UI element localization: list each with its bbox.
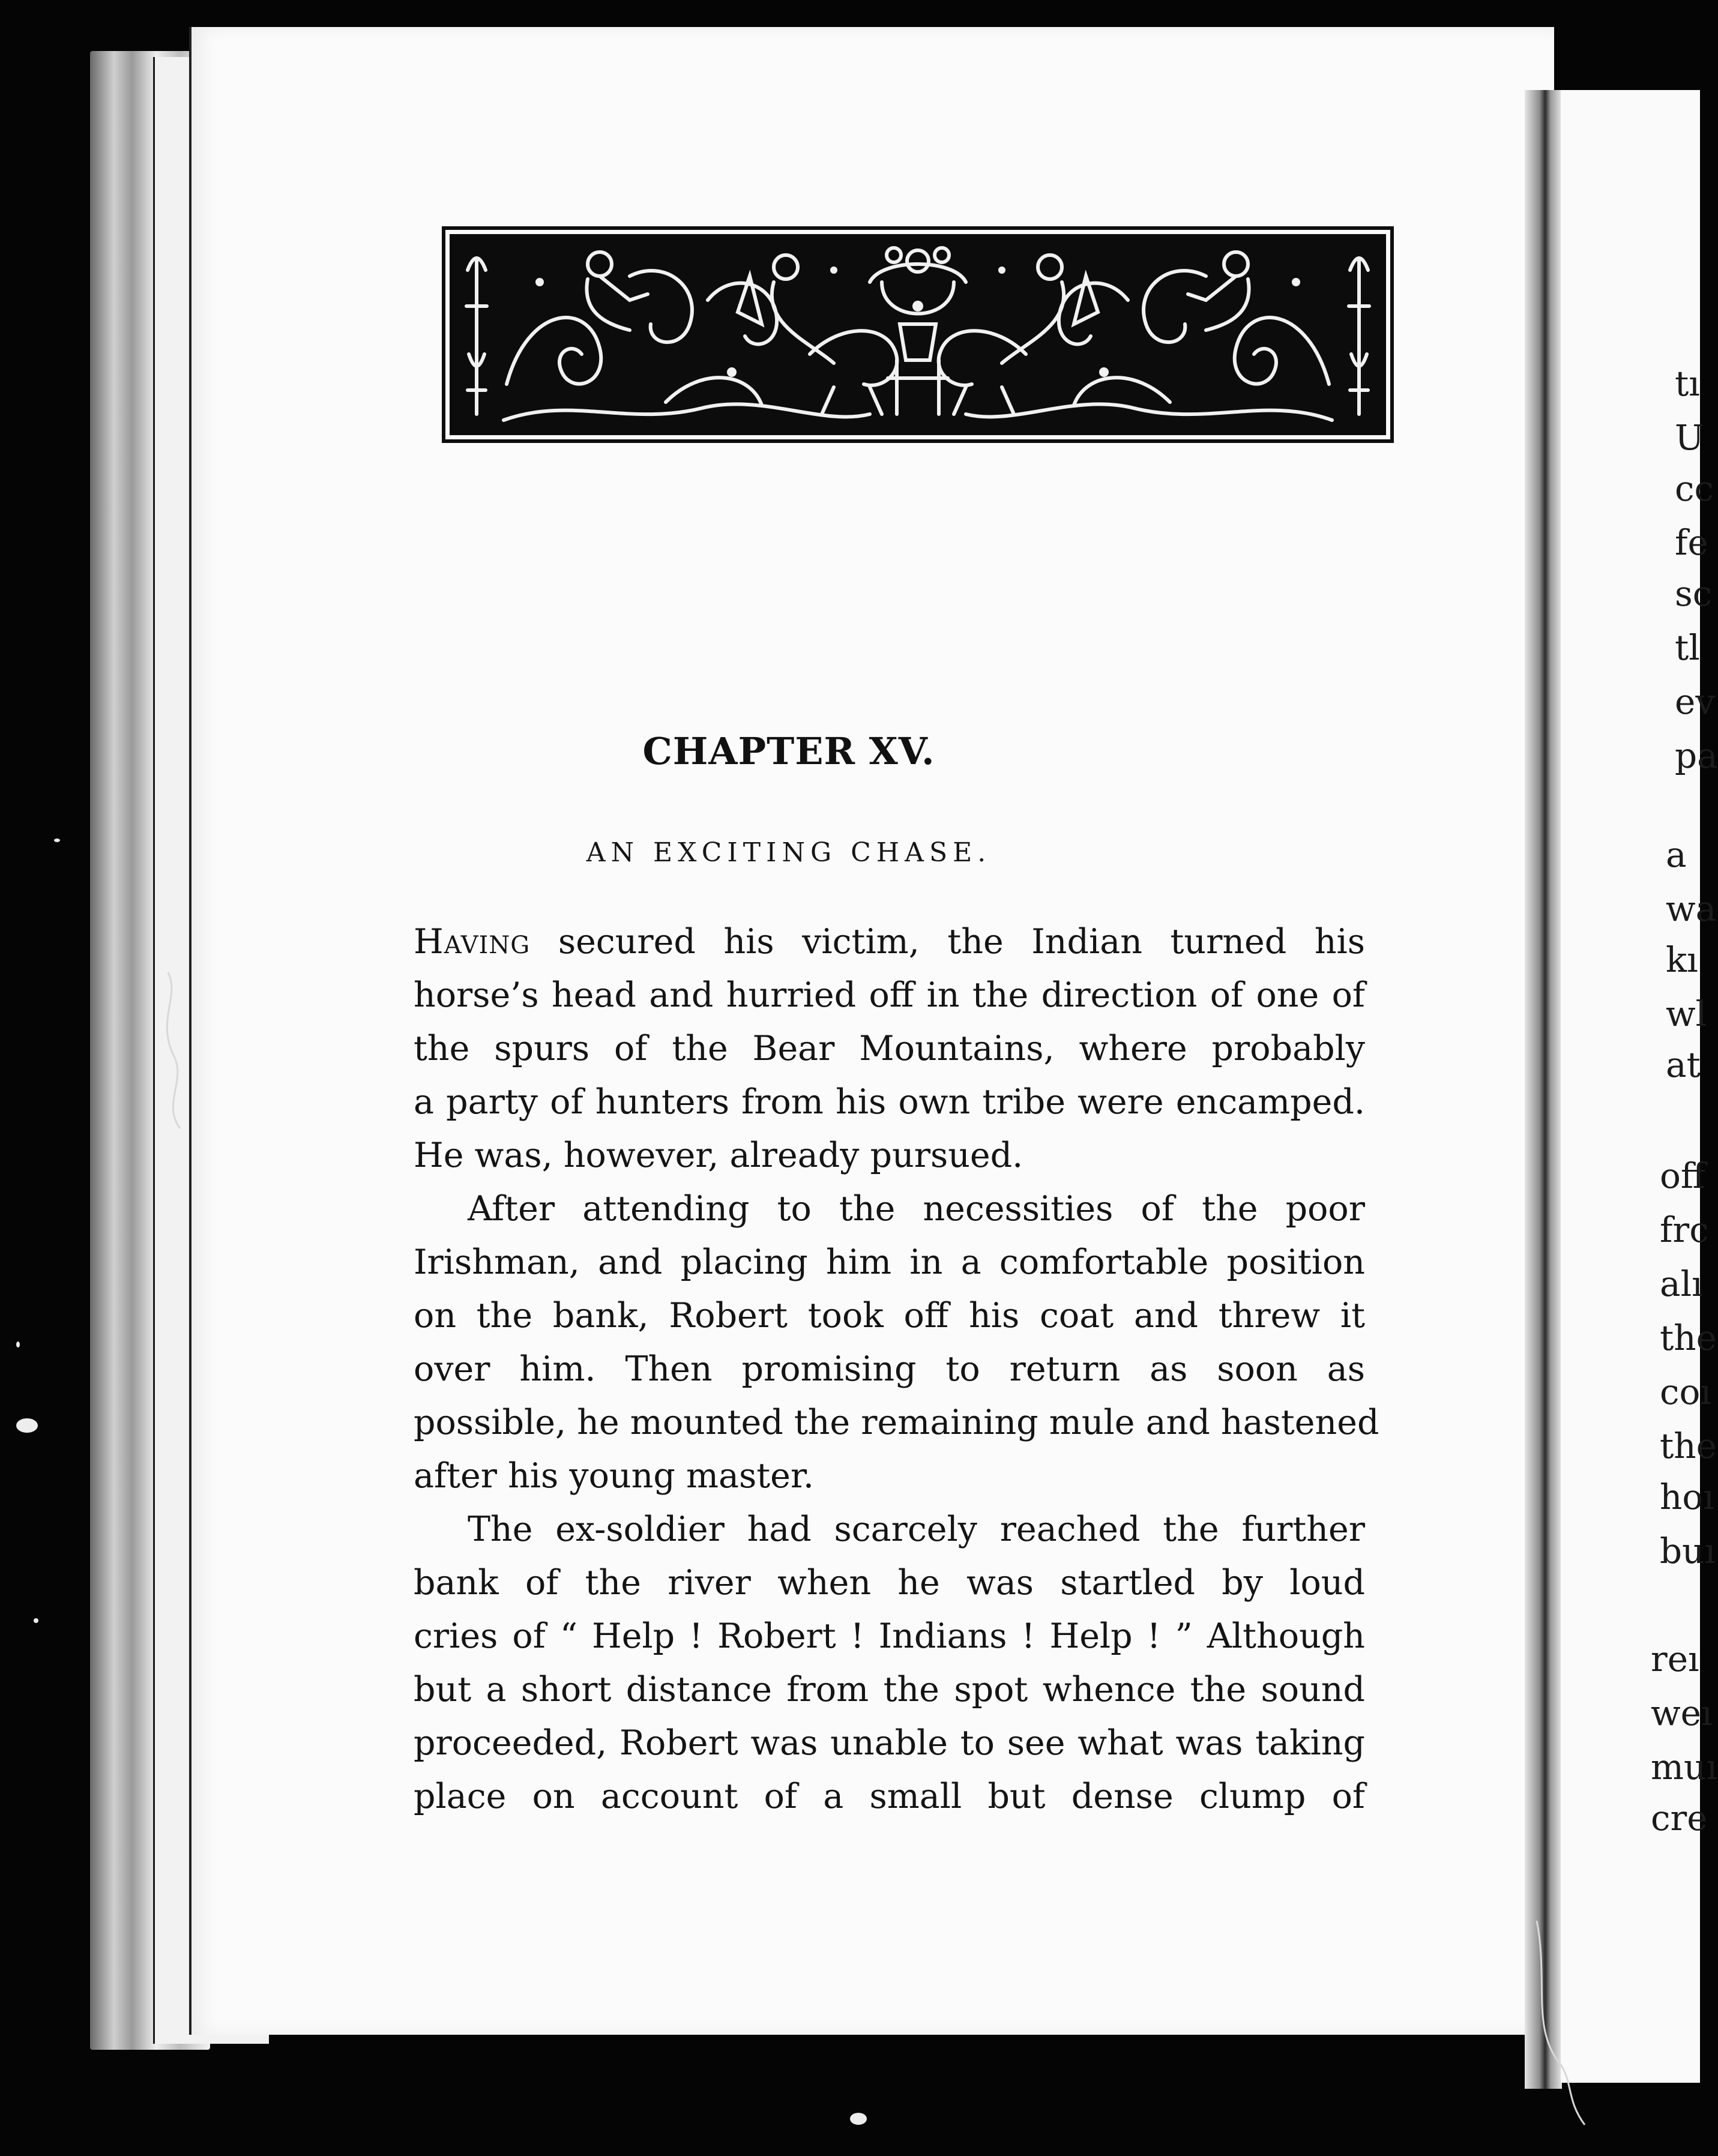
text-line: horse’s head and hurried off in the direction of one of [414,975,1365,1015]
paragraph [414,915,1365,1182]
book-gutter [1525,90,1562,2089]
facing-page-text-fragment: ev [1675,681,1716,722]
facing-page-text-fragment: weı [1651,1693,1713,1733]
facing-page-text-fragment: a [1666,834,1687,875]
text-line: After attending to the necessities of the poor [468,1189,1365,1229]
facing-page-text-fragment: sc [1675,573,1713,614]
facing-page-text-fragment: buı [1660,1531,1716,1571]
text-line: He was, however, already pursued. [414,1136,1023,1175]
facing-page-text-fragment: wa [1666,888,1717,929]
facing-page-text-fragment: fe [1675,522,1708,563]
text-line: a party of hunters from his own tribe were encamped. [414,1082,1365,1122]
facing-page-text-fragment: at [1666,1044,1701,1085]
facing-page-text-fragment: the [1660,1426,1717,1466]
facing-page-text-fragment: U [1675,417,1704,458]
facing-page-text-fragment: hoı [1660,1477,1714,1517]
ornament-engraving [450,234,1386,435]
text-line: cries of “ Help ! Robert ! Indians ! Help ! ” Although [414,1616,1365,1656]
facing-page-text-fragment: kı [1666,939,1698,980]
facing-page-text-fragment: wl [1666,993,1707,1034]
text-line: proceeded, Robert was unable to see what was taking [414,1723,1365,1763]
left-page [189,27,1554,2035]
facing-page-text-fragment: tl [1675,627,1700,668]
text-line: but a short distance from the spot whence the sound [414,1670,1365,1709]
facing-page-text-fragment: cre [1651,1798,1708,1838]
text-line: over him. Then promising to return as soon as [414,1349,1365,1389]
facing-page-text-fragment: coı [1660,1372,1711,1412]
text-line: the spurs of the Bear Mountains, where probably [414,1029,1365,1068]
facing-page-text-fragment: off [1660,1155,1706,1196]
facing-page-text-fragment: alı [1660,1263,1703,1304]
text-line: Irishman, and placing him in a comfortable position [414,1242,1365,1282]
line-text: secured his victim, the Indian turned his [558,922,1366,962]
facing-page-text-fragment: the [1660,1317,1717,1358]
facing-page-text-fragment: cc [1675,468,1714,509]
chapter-subtitle: AN EXCITING CHASE. [586,837,992,868]
paragraph [414,1503,1365,1823]
text-line: on the bank, Robert took off his coat and threw it [414,1296,1365,1335]
paragraph-lead-word: Having [414,922,531,962]
text-line: after his young master. [414,1456,814,1496]
facing-page-text-fragment: muı [1651,1747,1717,1787]
decorative-header-ornament [450,234,1386,435]
text-line: The ex-soldier had scarcely reached the further [468,1510,1365,1549]
chapter-body [414,915,1379,1823]
text-line [414,915,1365,969]
chapter-title: CHAPTER XV. [642,729,935,773]
facing-page [1561,90,1718,2083]
text-line: possible, he mounted the remaining mule and hastened [414,1403,1379,1442]
facing-page-text-fragment: tı [1675,363,1700,404]
text-line: place on account of a small but dense clump of [414,1777,1365,1816]
facing-page-text-fragment: frc [1660,1209,1709,1250]
facing-page-text-fragment: pa [1675,735,1718,776]
text-line: bank of the river when he was startled by loud [414,1563,1365,1603]
paragraph [414,1182,1379,1503]
facing-page-text-fragment: reı [1651,1639,1699,1679]
